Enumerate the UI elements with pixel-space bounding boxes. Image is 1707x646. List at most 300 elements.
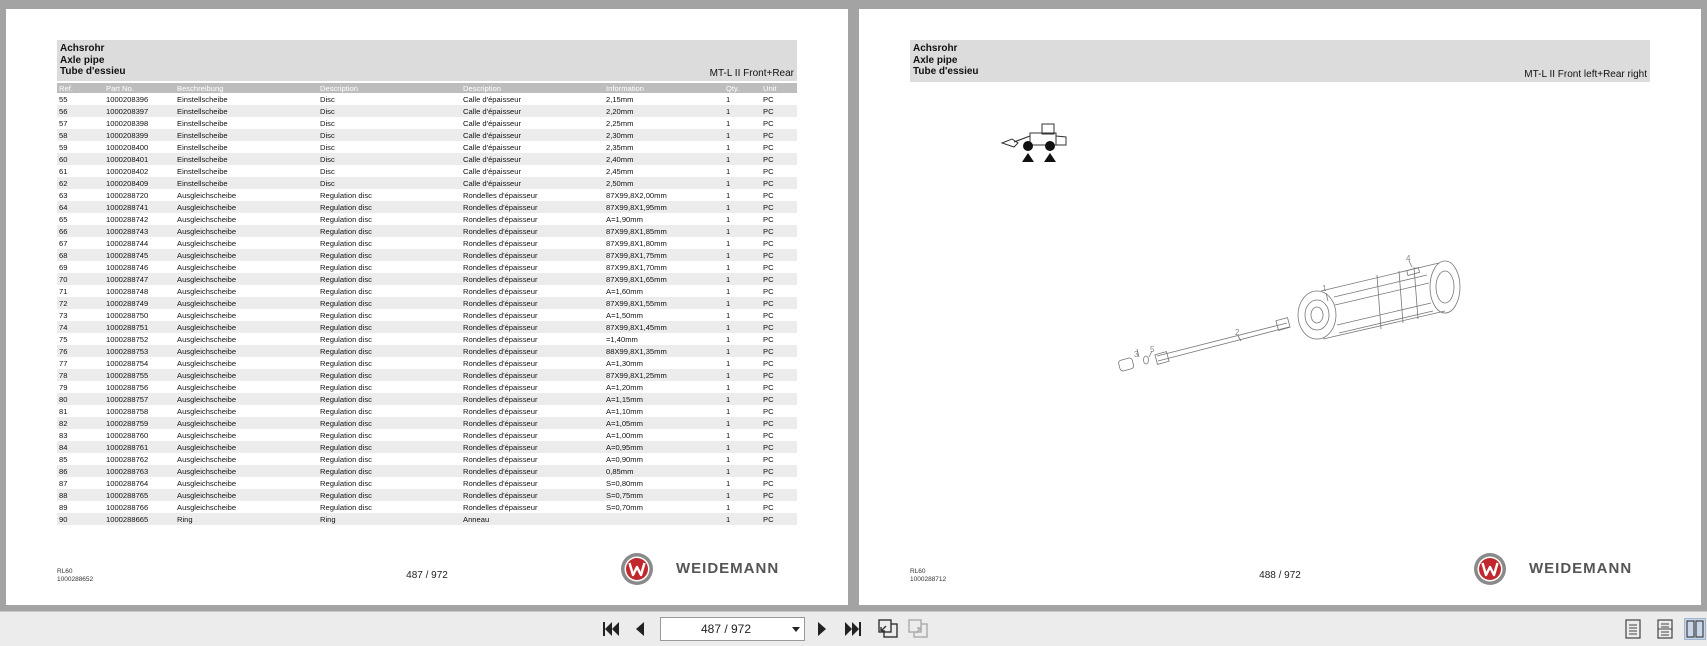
cell-description-fr: Rondelles d'épaisseur [461,393,604,405]
cell-description-fr: Rondelles d'épaisseur [463,190,538,200]
cell-unit: PC [761,369,797,381]
cell-ref: 75 [59,334,68,344]
cell-part-no: 1000288747 [104,273,175,285]
cell-unit: PC [763,94,774,104]
previous-page-button[interactable] [630,618,650,640]
cell-ref: 89 [59,502,68,512]
table-row [57,237,797,249]
table-row [57,441,797,453]
cell-description-fr: Rondelles d'épaisseur [461,225,604,237]
cell-ref: 72 [57,297,104,309]
cell-description-fr: Rondelles d'épaisseur [461,441,604,453]
forward-view-icon [907,619,929,639]
cell-ref: 78 [57,369,104,381]
cell-unit: PC [761,153,797,165]
cell-ref: 70 [57,273,104,285]
cell-description-fr: Rondelles d'épaisseur [463,262,538,272]
cell-description-fr: Calle d'épaisseur [463,142,522,152]
cell-qty: 1 [724,441,761,453]
table-row [57,501,797,513]
cell-beschreibung: Ausgleichscheibe [177,430,237,440]
cell-part-no: 1000208398 [106,118,149,128]
table-row [57,405,797,417]
cell-beschreibung: Ausgleichscheibe [177,502,237,512]
cell-description-fr: Rondelles d'épaisseur [463,358,538,368]
cell-description-en: Regulation disc [318,321,461,333]
cell-unit: PC [761,393,797,405]
cell-qty: 1 [726,190,731,200]
cell-qty: 1 [726,94,731,104]
cell-qty: 1 [726,406,731,416]
cell-description-fr: Calle d'épaisseur [463,166,522,176]
cell-description-fr: Rondelles d'épaisseur [461,417,604,429]
table-row [57,417,797,429]
cell-ref: 65 [59,214,68,224]
title-english: Axle pipe [60,54,105,66]
cell-qty: 1 [724,369,761,381]
table-row [57,345,797,357]
cell-beschreibung: Ausgleichscheibe [175,465,318,477]
cell-qty: 1 [724,249,761,261]
col-header-description-fr: Description [461,83,604,93]
cell-unit: PC [761,201,797,213]
cell-part-no: 1000288763 [104,465,175,477]
last-page-button[interactable] [842,618,864,640]
cell-beschreibung: Einstellscheibe [177,94,228,104]
cell-description-en: Disc [320,166,335,176]
cell-description-en: Regulation disc [320,430,372,440]
cell-description-fr: Rondelles d'épaisseur [463,238,538,248]
cell-unit: PC [763,358,774,368]
cell-beschreibung: Einstellscheibe [175,105,318,117]
cell-qty: 1 [724,417,761,429]
brand-name: WEIDEMANN [676,560,780,577]
cell-unit: PC [761,177,797,189]
cell-part-no: 1000288755 [104,369,175,381]
cell-beschreibung: Ausgleichscheibe [175,273,318,285]
cell-information: A=1,10mm [606,406,643,416]
cell-description-fr: Anneau [461,513,604,525]
cell-qty: 1 [726,286,731,296]
title-french: Tube d'essieu [60,66,126,77]
cell-beschreibung: Einstellscheibe [177,142,228,152]
cell-information: 2,40mm [604,153,724,165]
page-number-input[interactable] [660,617,805,641]
cell-unit: PC [763,118,774,128]
cell-ref: 55 [59,94,68,104]
table-row [57,93,797,105]
table-row [57,489,797,501]
cell-description-fr: Rondelles d'épaisseur [463,478,538,488]
cell-unit: PC [761,417,797,429]
table-row [57,369,797,381]
cell-description-fr: Rondelles d'épaisseur [463,382,538,392]
cell-part-no: 1000288756 [106,382,149,392]
cell-information: 2,20mm [604,105,724,117]
cell-ref: 69 [59,262,68,272]
cell-information: A=1,20mm [606,382,643,392]
cell-information: 88X99,8X1,35mm [604,345,724,357]
cell-unit: PC [761,105,797,117]
cell-description-fr: Calle d'épaisseur [461,177,604,189]
variant-label: MT-L II Front+Rear [709,68,794,79]
page-number: 487 / 972 [406,570,448,581]
col-header-part-no: Part No. [104,83,175,93]
cell-description-en: Regulation disc [320,214,372,224]
cell-description-en: Regulation disc [318,345,461,357]
cell-qty: 1 [724,225,761,237]
cell-qty: 1 [726,262,731,272]
table-row [57,141,797,153]
cell-beschreibung: Ausgleichscheibe [175,225,318,237]
cell-unit: PC [763,406,774,416]
cell-beschreibung: Einstellscheibe [175,129,318,141]
cell-description-fr: Rondelles d'épaisseur [461,249,604,261]
cell-ref: 66 [57,225,104,237]
cell-part-no: 1000288746 [106,262,149,272]
cell-unit: PC [761,465,797,477]
single-page-view-button[interactable] [1622,618,1644,640]
go-forward-view-button[interactable] [906,618,930,640]
page-number-value: 487 / 972 [700,622,752,636]
cell-qty: 1 [724,465,761,477]
cell-description-en: Disc [318,129,461,141]
cell-unit: PC [761,225,797,237]
col-header-qty: Qty. [724,83,761,93]
cell-part-no: 1000288749 [104,297,175,309]
cell-beschreibung: Ausgleichscheibe [177,454,237,464]
cell-ref: 71 [59,286,68,296]
catalog-page-right [859,9,1701,605]
cell-ref: 80 [57,393,104,405]
parts-table [57,83,797,525]
cell-description-en: Regulation disc [320,334,372,344]
cell-description-en: Regulation disc [320,502,372,512]
callout-5: 5 [1150,345,1155,354]
cell-part-no: 1000208409 [104,177,175,189]
cell-ref: 82 [57,417,104,429]
cell-part-no: 1000208399 [104,129,175,141]
cell-beschreibung: Ausgleichscheibe [175,393,318,405]
cell-beschreibung: Ausgleichscheibe [175,249,318,261]
cell-information: 87X99,8X1,95mm [604,201,724,213]
cell-description-en: Regulation disc [320,286,372,296]
cell-description-fr: Rondelles d'épaisseur [461,273,604,285]
cell-description-fr: Rondelles d'épaisseur [461,465,604,477]
cell-qty: 1 [724,393,761,405]
cell-qty: 1 [726,454,731,464]
cell-part-no: 1000208400 [106,142,149,152]
cell-description-fr: Rondelles d'épaisseur [463,454,538,464]
cell-description-en: Regulation disc [318,465,461,477]
cell-qty: 1 [726,334,731,344]
cell-beschreibung: Ausgleichscheibe [177,334,237,344]
footer-doc-number: 1000288712 [910,576,947,583]
weidemann-logo-icon [1473,552,1507,586]
cell-unit: PC [761,441,797,453]
two-page-icon [1686,620,1704,638]
cell-ref: 77 [59,358,68,368]
cell-beschreibung: Ausgleichscheibe [177,238,237,248]
cell-qty: 1 [724,105,761,117]
cell-description-en: Ring [318,513,461,525]
cell-ref: 56 [57,105,104,117]
cell-information: 87X99,8X1,85mm [604,225,724,237]
page-header [910,40,1650,82]
cell-qty: 1 [724,201,761,213]
next-page-button[interactable] [812,618,832,640]
cell-beschreibung: Ausgleichscheibe [177,190,237,200]
title-french: Tube d'essieu [913,66,979,77]
table-row [57,321,797,333]
next-page-icon [816,621,828,637]
cell-ref: 57 [59,118,68,128]
cell-qty: 1 [726,382,731,392]
cell-beschreibung: Ring [175,513,318,525]
cell-qty: 1 [726,118,731,128]
cell-ref: 76 [57,345,104,357]
table-row [57,261,797,273]
col-header-description-en: Description [318,83,461,93]
title-german: Achsrohr [60,43,105,54]
cell-unit: PC [763,166,774,176]
brand-name: WEIDEMANN [1529,560,1633,577]
previous-page-icon [634,621,646,637]
cell-ref: 64 [57,201,104,213]
cell-part-no: 1000288761 [104,441,175,453]
cell-beschreibung: Ausgleichscheibe [177,286,237,296]
cell-description-fr: Rondelles d'épaisseur [463,286,538,296]
cell-description-en: Regulation disc [318,249,461,261]
cell-description-en: Disc [320,94,335,104]
cell-description-fr: Rondelles d'épaisseur [463,502,538,512]
cell-beschreibung: Einstellscheibe [175,177,318,189]
cell-part-no: 1000288748 [106,286,149,296]
cell-description-fr: Rondelles d'épaisseur [461,345,604,357]
cell-information: 87X99,8X1,70mm [606,262,667,272]
table-row [57,297,797,309]
single-page-icon [1625,619,1641,639]
table-row [57,117,797,129]
cell-unit: PC [761,129,797,141]
cell-qty: 1 [726,502,731,512]
cell-ref: 83 [59,430,68,440]
cell-unit: PC [761,321,797,333]
cell-description-fr: Rondelles d'épaisseur [461,321,604,333]
cell-description-en: Disc [318,105,461,117]
title-english: Axle pipe [913,54,958,66]
cell-qty: 1 [724,297,761,309]
cell-beschreibung: Ausgleichscheibe [175,321,318,333]
table-row [57,285,797,297]
col-header-information: Information [604,83,724,93]
table-row [57,105,797,117]
cell-information: 87X99,8X1,25mm [604,369,724,381]
cell-unit: PC [763,286,774,296]
cell-information: 2,50mm [604,177,724,189]
cell-ref: 90 [57,513,104,525]
cell-qty: 1 [724,489,761,501]
first-page-icon [602,621,620,637]
variant-label: MT-L II Front left+Rear right [1524,69,1647,80]
cell-information: A=1,50mm [606,310,643,320]
cell-information: A=1,15mm [604,393,724,405]
cell-qty: 1 [724,513,761,525]
cell-description-en: Regulation disc [320,478,372,488]
cell-unit: PC [763,190,774,200]
cell-description-fr: Rondelles d'épaisseur [461,297,604,309]
table-row [57,309,797,321]
cell-beschreibung: Ausgleichscheibe [175,441,318,453]
cell-information: S=0,70mm [606,502,643,512]
footer-model: RL60 [57,568,73,575]
cell-ref: 61 [59,166,68,176]
cell-unit: PC [763,502,774,512]
cell-unit: PC [763,214,774,224]
cell-information: A=1,60mm [606,286,643,296]
back-view-icon [877,619,899,639]
cell-ref: 60 [57,153,104,165]
cell-description-en: Regulation disc [318,297,461,309]
cell-information: A=0,90mm [606,454,643,464]
cell-qty: 1 [726,238,731,248]
axle-pipe-exploded-drawing [1109,254,1479,419]
cell-description-en: Regulation disc [318,441,461,453]
cell-description-en: Disc [320,142,335,152]
wheel-loader-icon [1000,121,1070,167]
continuous-view-button[interactable] [1654,618,1676,640]
two-page-view-button[interactable] [1684,618,1706,640]
cell-description-fr: Calle d'épaisseur [461,153,604,165]
cell-description-fr: Calle d'épaisseur [461,105,604,117]
cell-qty: 1 [726,142,731,152]
cell-part-no: 1000288665 [104,513,175,525]
cell-ref: 63 [59,190,68,200]
cell-beschreibung: Einstellscheibe [177,118,228,128]
cell-ref: 59 [59,142,68,152]
table-row [57,153,797,165]
cell-unit: PC [763,310,774,320]
cell-information: 2,35mm [606,142,634,152]
cell-description-fr: Rondelles d'épaisseur [463,406,538,416]
cell-part-no: 1000288760 [106,430,149,440]
cell-qty: 1 [726,358,731,368]
cell-description-en: Regulation disc [318,369,461,381]
cell-part-no: 1000288752 [106,334,149,344]
cell-ref: 62 [57,177,104,189]
cell-qty: 1 [724,273,761,285]
cell-description-en: Regulation disc [320,190,372,200]
cell-beschreibung: Ausgleichscheibe [177,214,237,224]
cell-description-fr: Calle d'épaisseur [461,129,604,141]
cell-description-en: Disc [318,177,461,189]
cell-part-no: 1000288753 [104,345,175,357]
cell-qty: 1 [724,345,761,357]
cell-unit: PC [763,262,774,272]
table-header-row [57,83,797,93]
cell-qty: 1 [724,321,761,333]
cell-beschreibung: Einstellscheibe [175,153,318,165]
last-page-icon [844,621,862,637]
footer-doc-number: 1000288652 [57,576,94,583]
cell-ref: 58 [57,129,104,141]
cell-ref: 68 [57,249,104,261]
cell-part-no: 1000288757 [104,393,175,405]
cell-qty: 1 [724,177,761,189]
callout-3: 3 [1134,350,1139,359]
cell-ref: 74 [57,321,104,333]
cell-unit: PC [761,345,797,357]
cell-information: 87X99,8X2,00mm [606,190,667,200]
cell-beschreibung: Ausgleichscheibe [175,297,318,309]
cell-description-en: Regulation disc [318,273,461,285]
cell-information: A=0,95mm [604,441,724,453]
cell-beschreibung: Ausgleichscheibe [177,406,237,416]
table-row [57,273,797,285]
cell-description-fr: Rondelles d'épaisseur [463,310,538,320]
cell-beschreibung: Ausgleichscheibe [177,262,237,272]
cell-unit: PC [761,513,797,525]
cell-description-en: Regulation disc [320,310,372,320]
cell-information: A=1,00mm [606,430,643,440]
cell-unit: PC [763,430,774,440]
callout-2: 2 [1235,328,1240,337]
cell-description-fr: Calle d'épaisseur [463,118,522,128]
chevron-down-icon[interactable] [792,627,800,632]
cell-ref: 86 [57,465,104,477]
table-row [57,129,797,141]
cell-information: S=0,80mm [606,478,643,488]
cell-part-no: 1000288742 [106,214,149,224]
cell-description-fr: Rondelles d'épaisseur [461,369,604,381]
cell-description-en: Disc [320,118,335,128]
table-row [57,453,797,465]
cell-ref: 88 [57,489,104,501]
cell-unit: PC [761,297,797,309]
cell-description-en: Regulation disc [318,489,461,501]
cell-beschreibung: Ausgleichscheibe [175,345,318,357]
cell-information: 0,85mm [604,465,724,477]
cell-information: 87X99,8X1,45mm [604,321,724,333]
cell-description-en: Regulation disc [320,262,372,272]
cell-part-no: 1000288741 [104,201,175,213]
cell-description-en: Regulation disc [318,225,461,237]
table-row [57,477,797,489]
table-row [57,165,797,177]
callout-1: 1 [1322,284,1327,293]
go-back-view-button[interactable] [876,618,900,640]
page-header [57,40,797,81]
cell-part-no: 1000288754 [106,358,149,368]
cell-description-en: Regulation disc [320,406,372,416]
cell-part-no: 1000288766 [106,502,149,512]
cell-information: A=1,30mm [606,358,643,368]
cell-information: 87X99,8X1,65mm [604,273,724,285]
table-row [57,393,797,405]
cell-part-no: 1000288764 [106,478,149,488]
weidemann-logo-icon [620,552,654,586]
cell-description-fr: Rondelles d'épaisseur [463,334,538,344]
cell-description-en: Regulation disc [318,393,461,405]
cell-part-no: 1000288720 [106,190,149,200]
first-page-button[interactable] [600,618,622,640]
cell-part-no: 1000288751 [104,321,175,333]
cell-unit: PC [763,142,774,152]
cell-part-no: 1000288750 [106,310,149,320]
cell-information: 2,15mm [606,94,634,104]
cell-qty: 1 [726,166,731,176]
cell-part-no: 1000288758 [106,406,149,416]
